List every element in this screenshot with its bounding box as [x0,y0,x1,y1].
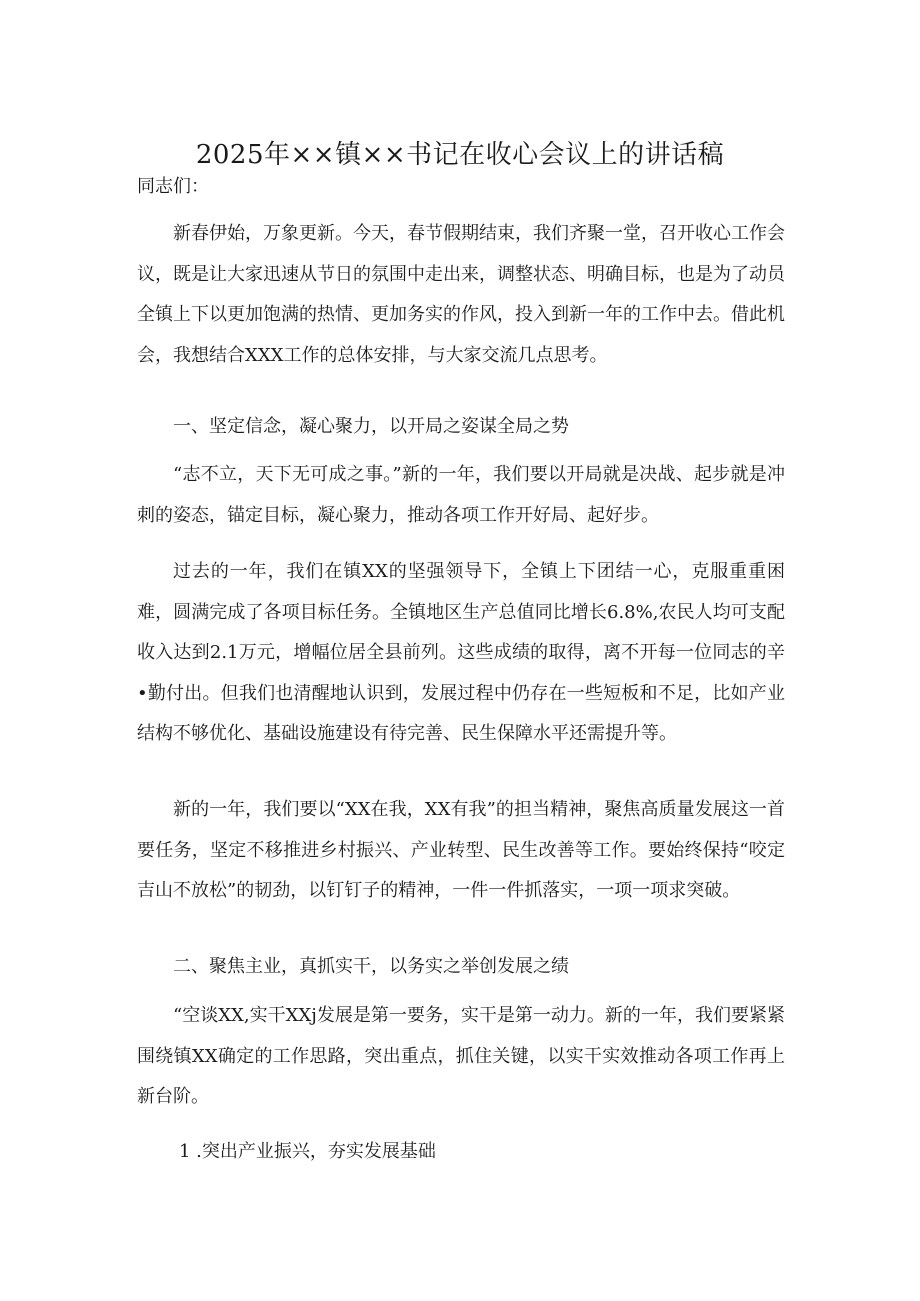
document-title: 2025年××镇××书记在收心会议上的讲话稿 [195,140,725,171]
intro-paragraph: 新春伊始，万象更新。今天，春节假期结束，我们齐聚一堂，召开收心工作会议，既是让大家迅速从节日的氛围中走出来，调整状态、明确目标，也是为了动员全镇上下以更加饱满的热情、更加务实的作风，投入到新一年的工作中去。借此机会，我想结合XXX工作的总体安排，与大家交流几点思考。 [137,223,785,366]
paragraph-1-1: “志不立，天下无可成之事。”新的一年，我们要以开局就是决战、起步就是冲刺的姿态，锚定目标，凝心聚力，推动各项工作开好局、起好步。 [137,464,785,526]
salutation: 同志们： [137,176,209,197]
list-item-1: 1 .突出产业振兴，夯实发展基础 [179,1141,436,1162]
section-heading-1: 一、坚定信念，凝心聚力，以开局之姿谋全局之势 [173,416,569,437]
section-heading-2: 二、聚焦主业，真抓实干，以务实之举创发展之绩 [173,956,569,977]
paragraph-1-2: 过去的一年，我们在镇XX的坚强领导下，全镇上下团结一心，克服重重困难，圆满完成了各项目标任务。全镇地区生产总值同比增长6.8%,农民人均可支配收入达到2.1万元，增幅位居全县前列。这些成绩的取得，离不开每一位同志的辛•勤付出。但我们也清醒地认识到，发展过程中仍存在一些短板和不足，比如产业结构不够优化、基础设施建设有待完善、民生保障水平还需提升等。 [137,561,785,744]
paragraph-2-1: “空谈XX,实干XXj发展是第一要务，实干是第一动力。新的一年，我们要紧紧围绕镇XX确定的工作思路，突出重点，抓住关键，以实干实效推动各项工作再上新台阶。 [137,1005,785,1107]
paragraph-1-3: 新的一年，我们要以“XX在我，XX有我”的担当精神，聚焦高质量发展这一首要任务，坚定不移推进乡村振兴、产业转型、民生改善等工作。要始终保持“咬定吉山不放松”的韧劲，以钉钉子的精神，一件一件抓落实，一项一项求突破。 [137,799,785,901]
